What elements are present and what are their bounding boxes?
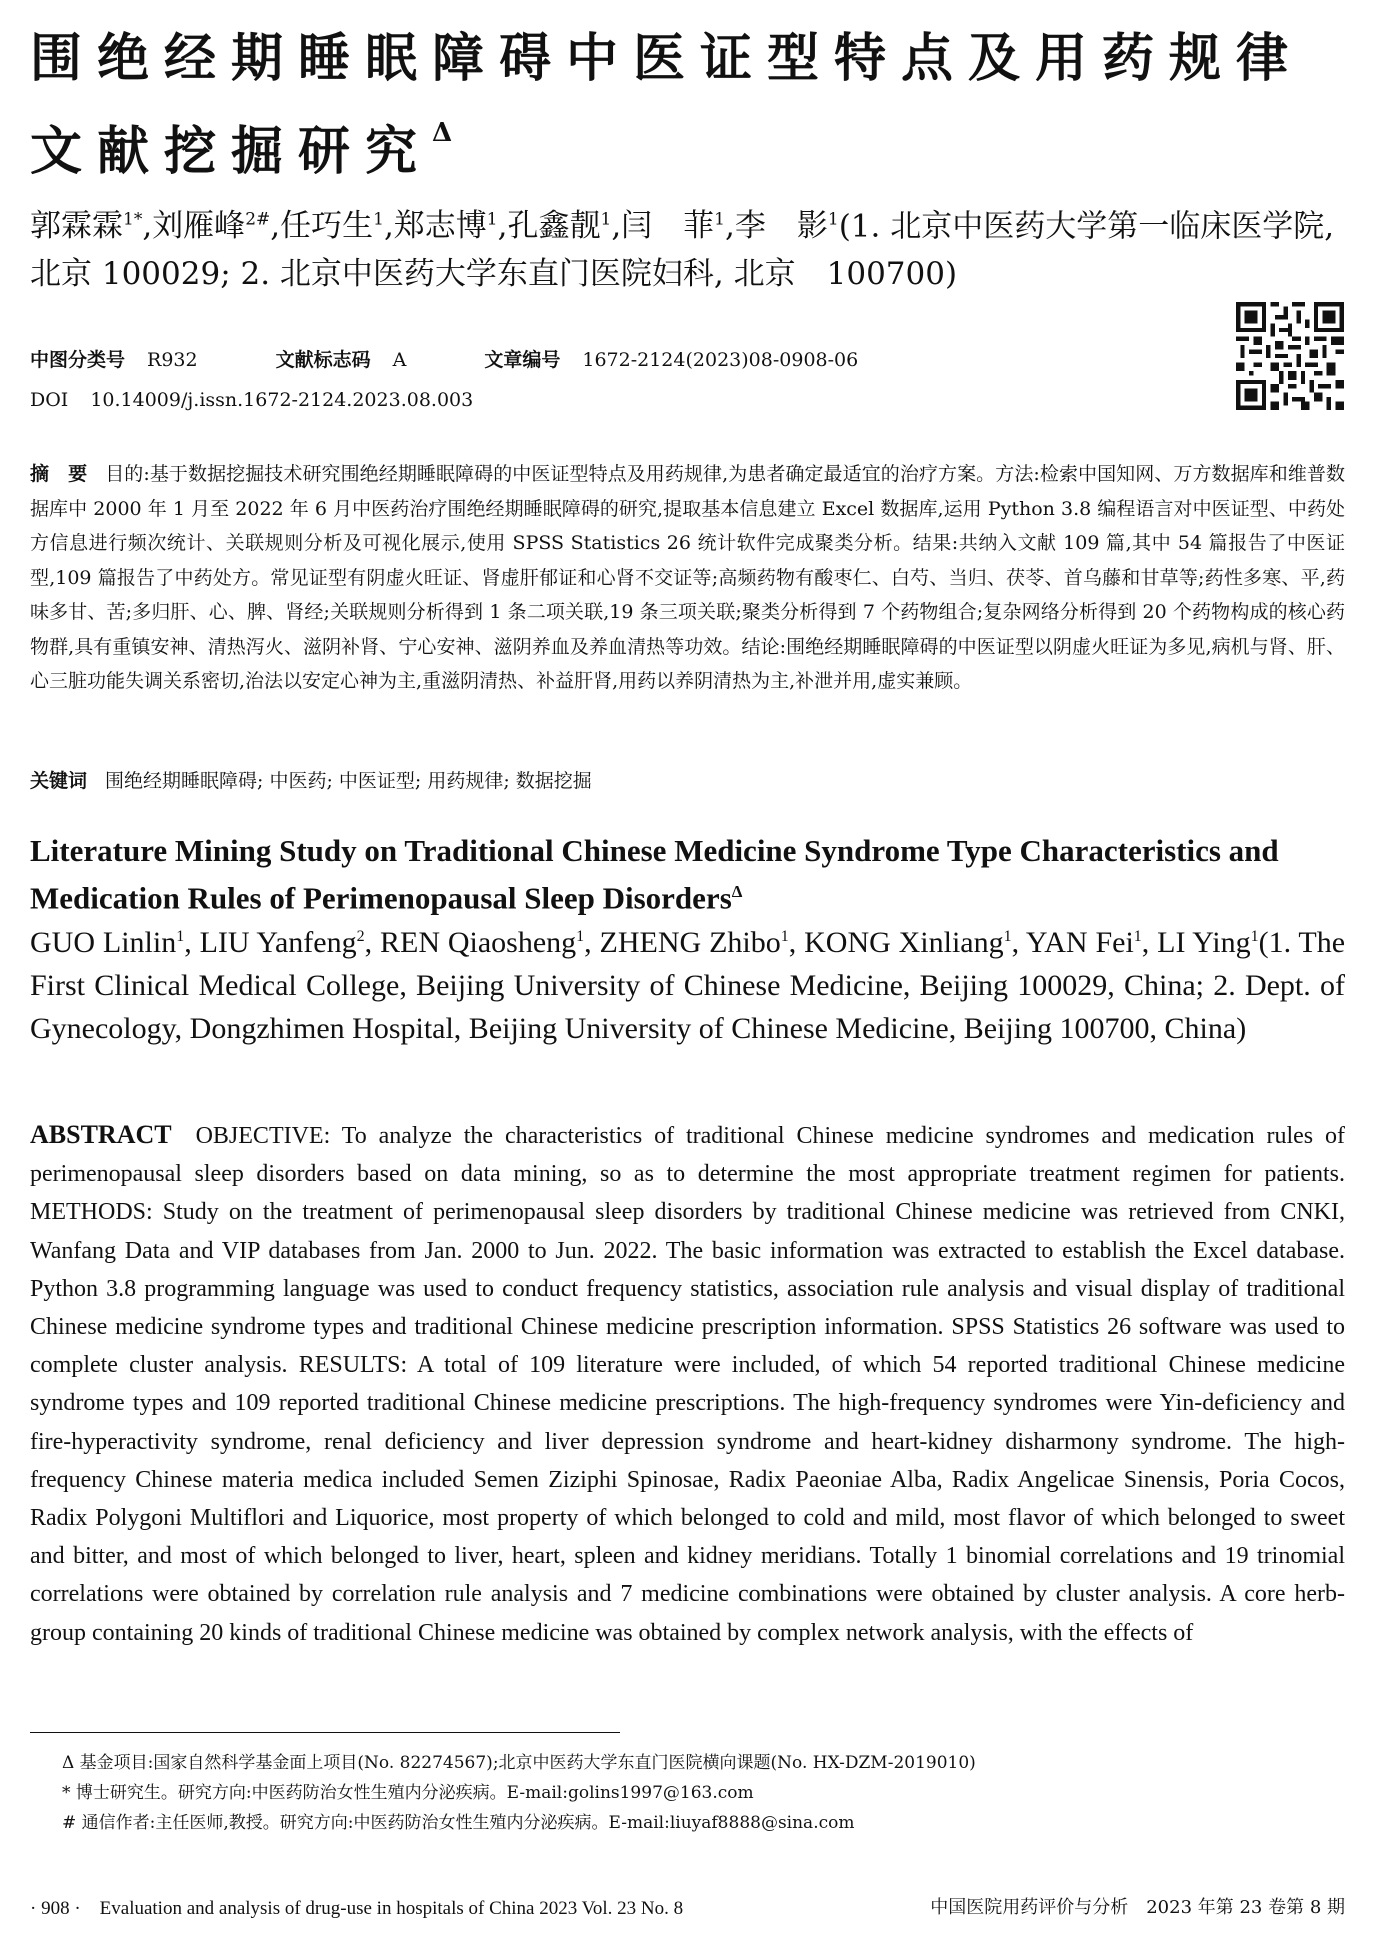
footnote-fund: Δ 基金项目:国家自然科学基金面上项目(No. 82274567);北京中医药大学东直门医院横向课题(No. HX-DZM-2019010) [62,1753,976,1773]
en-author-affiliation-mark: 1 [1003,928,1012,945]
author-list-cn: 郭霖霖$^{1*}$,刘雁峰$^{2\#}$,任巧生$^1$,郑志博$^1$,孔鑫靓$^1$,闫 菲$^1$,李 影$^1$ [30,208,839,245]
article-no-label: 文章编号 [484,349,561,371]
abstract-cn-label: 摘 要 [30,463,88,485]
cn-author-affiliation-mark: 1 [486,210,498,230]
cn-author-name: 郭霖霖 [30,208,123,245]
footnotes [62,1748,1342,1838]
footnote-first-author: * 博士研究生。研究方向:中医药防治女性生殖内分泌疾病。E-mail:golins1997@163.com [62,1783,754,1803]
authors-cn [30,196,1350,298]
author-list-en: GUO Linlin$^1$, LIU Yanfeng$^2$, REN Qiaosheng$^1$, ZHENG Zhibo$^1$, KONG Xinliang$^1$, YAN Fei$^1$, LI Ying$^1$ [30,926,1259,959]
cn-author-name: 闫 菲 [621,208,715,245]
cn-author-affiliation-mark: 1 [714,210,725,230]
doc-code-label: 文献标志码 [275,349,371,371]
footer-left: · 908 · Evaluation and analysis of drug-use in hospitals of China 2023 Vol. 23 No. 8 [30,1898,684,1919]
qr-code-icon[interactable] [1236,302,1344,410]
affiliation-cn: (1. 北京中医药大学第一临床医学院, 北京 100029; 2. 北京中医药大学东直门医院妇科, 北京 100700) [30,208,1335,293]
en-author-name: ZHENG Zhibo [599,926,781,959]
en-author-affiliation-mark: 1 [176,928,185,945]
cn-author-name: 刘雁峰 [152,208,246,245]
en-author-name: GUO Linlin [30,926,177,959]
cn-author-name: 孔鑫靓 [507,208,601,245]
cn-author-affiliation-mark: 2# [245,210,271,230]
title-fund-marker: Δ [432,118,453,148]
footer-right: 中国医院用药评价与分析 2023 年第 23 卷第 8 期 [930,1897,1345,1918]
article-no-value: 1672-2124(2023)08-0908-06 [582,349,859,371]
keywords-cn [30,764,1345,798]
cn-author-name: 李 影 [734,208,828,245]
en-author-name: KONG Xinliang [804,926,1004,959]
en-author-affiliation-mark: 1 [1250,928,1259,945]
abstract-cn [30,457,1345,699]
doc-code-value: A [392,349,407,371]
en-author-name: LIU Yanfeng [199,926,357,959]
cn-author-name: 郑志博 [393,208,487,245]
doi-value: 10.14009/j.issn.1672-2124.2023.08.003 [90,389,474,411]
en-author-name: YAN Fei [1025,926,1134,959]
en-author-affiliation-mark: 2 [356,928,365,945]
en-author-affiliation-mark: 1 [780,928,789,945]
en-author-affiliation-mark: 1 [1133,928,1142,945]
footnote-divider [30,1732,620,1733]
abstract-en-label: ABSTRACT [30,1120,172,1149]
abstract-cn-text: 目的:基于数据挖掘技术研究围绝经期睡眠障碍的中医证型特点及用药规律,为患者确定最适宜的治疗方案。方法:检索中国知网、万方数据库和维普数据库中 2000 年 1 月至 2022 年 6 月中医药治疗围绝经期睡眠障碍的研究,提取基本信息建立 Excel 数据库,运用 Python 3.8 编程语言对中医证型、中药处方信息进行频次统计、关联规则分析及可视化展示,使用 SPSS Statistics 26 统计软件完成聚类分析。结果:共纳入文献 109 篇,其中 54 篇报告了中医证型,109 篇报告了中药处方。常见证型有阴虚火旺证、肾虚肝郁证和心肾不交证等;高频药物有酸枣仁、白芍、当归、茯苓、首乌藤和甘草等;药性多寒、平,药味多甘、苦;多归肝、心、脾、肾经;关联规则分析得到 1 条二项关联,19 条三项关联;聚类分析得到 7 个药物组合;复杂网络分析得到 20 个药物构成的核心药物群,具有重镇安神、清热泻火、滋阴补肾、宁心安神、滋阴养血及养血清热等功效。结论:围绝经期睡眠障碍的中医证型以阴虚火旺证为多见,病机与肾、肝、心三脏功能失调关系密切,治法以安定心神为主,重滋阴清热、补益肝肾,用药以养阴清热为主,补泄并用,虚实兼顾。 [30,463,1345,692]
article-title-cn: 围绝经期睡眠障碍中医证型特点及用药规律文献挖掘研究$^\Delta$ [30,28,1304,182]
cn-author-affiliation-mark: 1* [123,210,143,230]
title-en-fund-marker: Δ [731,882,743,901]
clc-label: 中图分类号 [30,349,126,371]
keywords-cn-text: 围绝经期睡眠障碍; 中医药; 中医证型; 用药规律; 数据挖掘 [105,770,592,792]
affiliation-en: (1. The First Clinical Medical College, Beijing University of Chinese Medicine, Beijing 100029, China; 2. Dept. of Gynecology, Dongzhimen Hospital, Beijing University of Chinese Medicine, Beijing 100700, China) [30,926,1346,1045]
article-meta [30,340,1210,420]
en-author-affiliation-mark: 1 [576,928,585,945]
doi-label: DOI [30,389,69,411]
page-footer [30,1893,1345,1920]
en-author-name: LI Ying [1157,926,1251,959]
cn-author-affiliation-mark: 1 [600,210,612,230]
abstract-en-text: OBJECTIVE: To analyze the characteristics of traditional Chinese medicine syndromes and medication rules of perimenopausal sleep disorders based on data mining, so as to determine the most appropriate treatment regimen for patients. METHODS: Study on the treatment of perimenopausal sleep disorders by traditional Chinese medicine was retrieved from CNKI, Wanfang Data and VIP databases from Jan. 2000 to Jun. 2022. The basic information was extracted to establish the Excel database. Python 3.8 programming language was used to conduct frequency statistics, association rule analysis and visual display of traditional Chinese medicine syndrome types and traditional Chinese medicine prescription information. SPSS Statistics 26 software was used to complete cluster analysis. RESULTS: A total of 109 literature were included, of which 54 reported traditional Chinese medicine syndrome types and 109 reported traditional Chinese medicine prescriptions. The high-frequency syndromes were Yin-deficiency and fire-hyperactivity syndrome, renal deficiency and liver depression syndrome and heart-kidney disharmony syndrome. The high-frequency Chinese materia medica included Semen Ziziphi Spinosae, Radix Paeoniae Alba, Radix Angelicae Sinensis, Poria Cocos, Radix Polygoni Multiflori and Liquorice, most property of which belonged to cold and mild, most flavor of which belonged to sweet and bitter, and most of which belonged to liver, heart, spleen and kidney meridians. Totally 1 binomial correlations and 19 trinomial correlations were obtained by correlation rule analysis and 7 medicine combinations were obtained by cluster analysis. A core herb-group containing 20 kinds of traditional Chinese medicine was obtained by complex network analysis, with the effects of [30,1123,1345,1646]
authors-en [30,915,1345,1050]
abstract-en [30,1116,1345,1652]
keywords-cn-label: 关键词 [30,770,88,792]
cn-author-affiliation-mark: 1 [827,210,839,230]
footnote-corresponding-author: # 通信作者:主任医师,教授。研究方向:中医药防治女性生殖内分泌疾病。E-mail:liuyaf8888@sina.com [62,1813,855,1833]
article-title-en: Literature Mining Study on Traditional Chinese Medicine Syndrome Type Characteristics and Medication Rules of Perimenopausal Sleep Disorders$^\Delta$ [30,833,1279,916]
cn-author-name: 任巧生 [280,208,374,245]
clc-value: R932 [147,349,198,371]
en-author-name: REN Qiaosheng [379,926,577,959]
cn-author-affiliation-mark: 1 [373,210,384,230]
